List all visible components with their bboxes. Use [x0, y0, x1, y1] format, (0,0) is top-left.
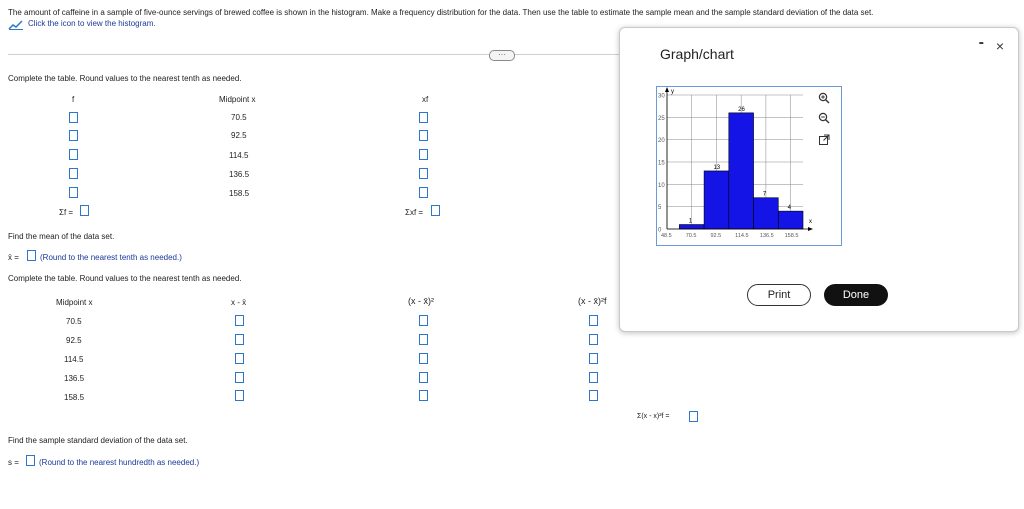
f-input-5[interactable] [69, 187, 78, 198]
table1-col-xf: xf [422, 95, 429, 104]
dev-input-2[interactable] [235, 334, 244, 345]
dev-sq-input-1[interactable] [419, 315, 428, 326]
sum-dev-sq-f-input[interactable] [689, 411, 698, 422]
close-button[interactable]: × [995, 38, 1004, 54]
f-input-1[interactable] [69, 112, 78, 123]
y-tick-label: 15 [658, 160, 665, 167]
open-external-icon[interactable] [818, 134, 830, 146]
midpoint-3: 114.5 [229, 151, 249, 160]
dev-input-4[interactable] [235, 372, 244, 383]
table2-col-dev-sq-f: (x - x̄)²f [578, 296, 607, 306]
dev-sq-input-4[interactable] [419, 372, 428, 383]
t2-midpoint-1: 70.5 [66, 317, 82, 326]
bar-value-label: 4 [787, 205, 791, 212]
bar-value-label: 1 [688, 218, 693, 225]
xf-input-1[interactable] [419, 112, 428, 123]
table2-col-dev: x - x̄ [231, 298, 247, 307]
y-tick-label: 25 [658, 115, 665, 122]
t2-midpoint-5: 158.5 [64, 393, 85, 402]
y-tick-label: 30 [658, 93, 665, 100]
mean-prompt: Find the mean of the data set. [8, 232, 115, 241]
bar-value-label: 13 [713, 164, 721, 171]
dev-input-3[interactable] [235, 353, 244, 364]
histogram-bar [754, 198, 779, 229]
y-axis-label: y [671, 89, 674, 95]
zoom-out-icon[interactable] [818, 112, 830, 124]
y-axis-arrow [665, 87, 669, 92]
t2-midpoint-2: 92.5 [66, 336, 82, 345]
f-input-4[interactable] [69, 168, 78, 179]
table1-col-midpoint: Midpoint x [219, 95, 256, 104]
done-button[interactable]: Done [824, 284, 888, 306]
zoom-toolbar [810, 86, 840, 244]
x-tick-label: 158.5 [784, 233, 799, 239]
sum-xf-label: Σxf = [405, 208, 424, 217]
midpoint-2: 92.5 [231, 131, 247, 140]
histogram-link-text[interactable]: Click the icon to view the histogram. [28, 19, 156, 28]
zoom-in-icon[interactable] [818, 92, 830, 104]
dev-sq-input-5[interactable] [419, 390, 428, 401]
histogram-bar [704, 171, 729, 229]
sd-hint: (Round to the nearest hundredth as needed.) [39, 458, 200, 467]
dev-sq-f-input-4[interactable] [589, 372, 598, 383]
sum-dev-sq-f-label: Σ(x - x)²f = [637, 413, 670, 420]
histogram-bar [778, 211, 803, 229]
graph-dialog [619, 27, 1019, 332]
dev-sq-input-3[interactable] [419, 353, 428, 364]
dev-sq-f-input-5[interactable] [589, 390, 598, 401]
more-button[interactable]: ··· [489, 50, 515, 61]
x-tick-label: 48.5 [661, 233, 672, 239]
midpoint-5: 158.5 [229, 189, 250, 198]
table2-instruction: Complete the table. Round values to the nearest tenth as needed. [8, 274, 242, 283]
x-tick-label: 136.5 [759, 233, 774, 239]
y-tick-label: 10 [658, 182, 665, 189]
mean-hint: (Round to the nearest tenth as needed.) [40, 253, 182, 262]
table1-instruction: Complete the table. Round values to the nearest tenth as needed. [8, 74, 242, 83]
xf-input-2[interactable] [419, 130, 428, 141]
x-tick-label: 92.5 [710, 233, 722, 239]
bar-value-label: 26 [738, 106, 745, 113]
bar-value-label: 7 [762, 191, 767, 198]
xf-input-5[interactable] [419, 187, 428, 198]
y-tick-label: 5 [658, 205, 662, 212]
problem-text: The amount of caffeine in a sample of five-ounce servings of brewed coffee is shown in the histogram. Make a frequency distribution for the data. Then use the table to estimate the sample mean and the sample standard deviation of the data set. [8, 8, 874, 17]
print-button[interactable]: Print [747, 284, 811, 306]
x-axis-label: x [809, 219, 812, 225]
dialog-title: Graph/chart [660, 46, 734, 62]
sd-label: s = [8, 458, 19, 467]
t2-midpoint-4: 136.5 [64, 374, 85, 383]
f-input-2[interactable] [69, 130, 78, 141]
sum-f-input[interactable] [80, 205, 89, 216]
dev-sq-input-2[interactable] [419, 334, 428, 345]
sum-xf-input[interactable] [431, 205, 440, 216]
dev-sq-f-input-2[interactable] [589, 334, 598, 345]
xf-input-4[interactable] [419, 168, 428, 179]
sum-f-label: Σf = [59, 208, 74, 217]
divider [8, 54, 620, 55]
histogram-bar [729, 113, 754, 229]
midpoint-1: 70.5 [231, 113, 247, 122]
chart-icon[interactable] [8, 20, 24, 30]
table2-col-midpoint: Midpoint x [56, 298, 93, 307]
mean-label: x̄ = [8, 253, 19, 262]
dev-input-5[interactable] [235, 390, 244, 401]
x-tick-label: 114.5 [735, 233, 749, 239]
mean-input[interactable] [27, 250, 36, 261]
dev-input-1[interactable] [235, 315, 244, 326]
table2-col-dev-sq: (x - x̄)² [408, 296, 434, 306]
table1-col-f: f [72, 95, 75, 104]
xf-input-3[interactable] [419, 149, 428, 160]
dev-sq-f-input-3[interactable] [589, 353, 598, 364]
histogram-bar [679, 225, 704, 229]
sd-input[interactable] [26, 455, 35, 466]
sd-prompt: Find the sample standard deviation of the data set. [8, 436, 188, 445]
t2-midpoint-3: 114.5 [64, 355, 84, 364]
y-tick-label: 20 [658, 138, 665, 145]
y-tick-label: 0 [658, 227, 662, 234]
minimize-button[interactable]: - [978, 34, 984, 51]
dev-sq-f-input-1[interactable] [589, 315, 598, 326]
midpoint-4: 136.5 [229, 170, 250, 179]
f-input-3[interactable] [69, 149, 78, 160]
x-tick-label: 70.5 [685, 233, 697, 239]
